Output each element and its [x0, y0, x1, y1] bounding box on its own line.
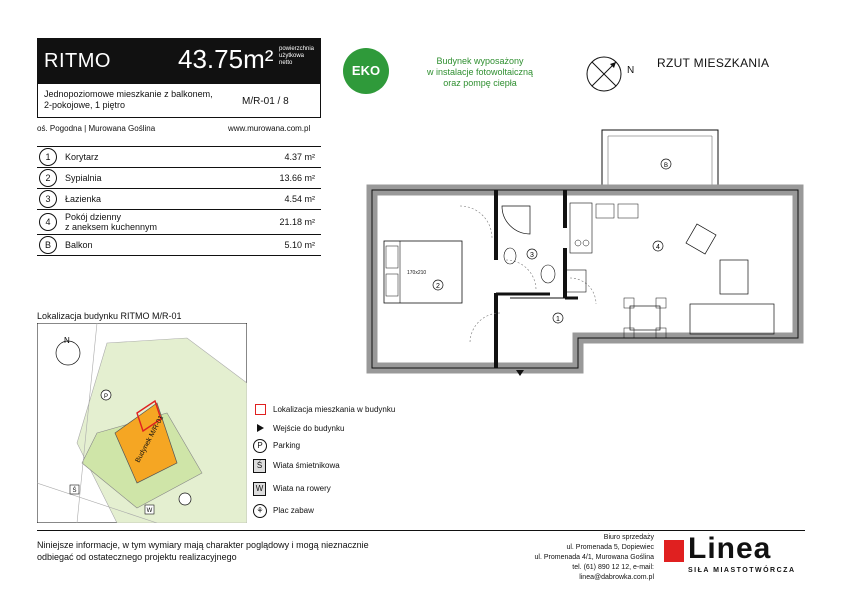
room-area: 21.18 m² — [241, 210, 321, 235]
room-name: Pokój dzienny z aneksem kuchennym — [61, 210, 241, 235]
room-label-2 — [433, 280, 443, 290]
footer-disclaimer: Niniejsze informacje, w tym wymiary mają charakter poglądowy i mogą nieznacznie odbiegać od ostatecznego projektu realizacyjnego — [37, 540, 369, 562]
location-title: Lokalizacja budynku RITMO M/R-01 — [37, 311, 182, 321]
bike-shelter-icon: W — [253, 482, 266, 496]
table-row — [37, 235, 321, 256]
room-number: B — [39, 236, 57, 254]
playground-icon: ⚘ — [253, 504, 267, 518]
parking-icon: P — [253, 439, 267, 453]
svg-text:1: 1 — [556, 316, 560, 323]
room-number: 4 — [39, 213, 57, 231]
rooms-table — [37, 146, 321, 256]
room-name: Łazienka — [61, 189, 241, 210]
room-area: 4.54 m² — [241, 189, 321, 210]
balcony-outline — [602, 130, 718, 188]
room-label-3 — [527, 249, 537, 259]
room-area: 13.66 m² — [241, 168, 321, 189]
estate-location: oś. Pogodna | Murowana Goślina — [37, 124, 156, 133]
svg-text:Ś: Ś — [72, 488, 77, 494]
svg-text:B: B — [663, 163, 669, 169]
north-label: N — [627, 65, 635, 76]
website-link[interactable]: www.murowana.com.pl — [228, 124, 311, 133]
room-name: Balkon — [61, 235, 241, 256]
location-map — [37, 323, 247, 523]
eko-description: Budynek wyposażony w instalacje fotowoltaiczną oraz pompę ciepła — [426, 56, 534, 88]
svg-text:4: 4 — [656, 244, 660, 251]
playground-marker — [179, 493, 191, 505]
entrance-arrow-icon — [257, 424, 264, 432]
room-area: 4.37 m² — [241, 147, 321, 168]
room-number: 2 — [39, 169, 57, 187]
room-number: 3 — [39, 190, 57, 208]
sofa — [690, 304, 774, 334]
svg-text:3: 3 — [530, 252, 534, 259]
north-arrow-icon — [584, 54, 624, 94]
footer-divider — [37, 530, 805, 531]
room-name: Korytarz — [61, 147, 241, 168]
room-label-1 — [553, 313, 563, 323]
sales-office: Biuro sprzedaży ul. Promenada 5, Dopiewiec ul. Promenada 4/1, Murowana Goślina tel. (61) 890 12 12, e-mail: linea@dabrowka.com.pl — [534, 534, 654, 581]
apartment-area: 43.75m² — [178, 44, 274, 74]
table-row — [37, 189, 321, 210]
armchair — [720, 260, 748, 294]
logo-red-block — [664, 540, 684, 562]
shower — [502, 206, 530, 234]
table-row — [37, 147, 321, 168]
room-number: 1 — [39, 148, 57, 166]
table-row — [37, 210, 321, 235]
building-label: Budynek M/R-01 — [134, 414, 166, 464]
bed-dim-label: 170x210 — [407, 270, 427, 276]
svg-text:2: 2 — [436, 283, 440, 290]
svg-text:P: P — [103, 394, 109, 400]
svg-text:W: W — [146, 508, 153, 514]
apartment-code: M/R-01 / 8 — [242, 96, 289, 107]
dining-table — [630, 306, 660, 330]
plan-title: RZUT MIESZKANIA — [657, 56, 770, 70]
area-note: powierzchnia użytkowa netto — [279, 46, 315, 66]
trash-shelter-icon: Ś — [253, 459, 266, 473]
room-label-4 — [653, 241, 663, 251]
linea-logo: Linea SIŁA MIASTOTWÓRCZA — [664, 534, 809, 580]
apartment-description: Jednopoziomowe mieszkanie z balkonem, 2-pokojowe, 1 piętro — [44, 89, 213, 110]
table-row — [37, 168, 321, 189]
kitchen-counter — [570, 203, 592, 253]
room-area: 5.10 m² — [241, 235, 321, 256]
toilet — [541, 265, 555, 283]
red-square-icon — [255, 404, 266, 415]
floor-plan — [360, 128, 810, 378]
eko-badge: EKO — [343, 48, 389, 94]
svg-text:N: N — [64, 336, 70, 345]
model-name: RITMO — [44, 50, 111, 72]
room-name: Sypialnia — [61, 168, 241, 189]
room-label-b — [661, 159, 671, 169]
